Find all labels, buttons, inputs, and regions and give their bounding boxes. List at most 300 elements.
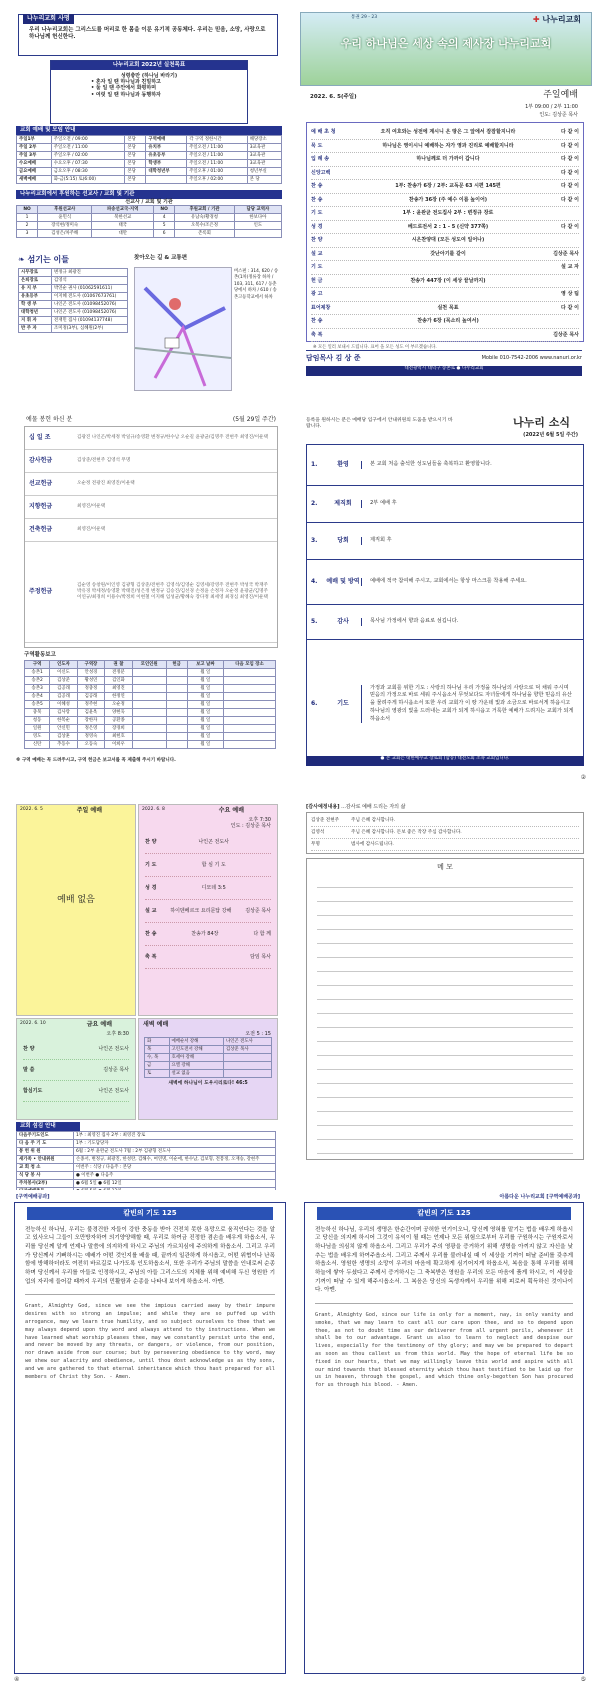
staff-role: 대학청년 xyxy=(19,309,52,317)
order-content: 찬송가 447장 (이 세상 끝날까지) xyxy=(410,277,486,284)
report-cell: 양현욱 xyxy=(105,709,132,717)
staff-name: 박연순 권사 (01062591611) xyxy=(52,285,128,293)
order-item xyxy=(311,221,579,235)
offering-row xyxy=(25,542,277,643)
prayer-english: Grant, Almighty God, since we see the impious carried away by their impure desires with so strong an impulse; and while they are so puffed up with arrogance, may we learn true humility, and so subject ourselves to thee that we may always depend upon thy word and always attend to thy instructions. When we have learned what worship pleases thee, may we constantly persist unto the end, and never be moved by any threats, or dangers, or violence, from our position, nor drawn aside from our course; but by persevering obedience to thy word, may we shew our alacrity and obedience, until thou dost acknowledge us as thy sons, and we are gathered to that eternal inheritance which thou hast prepared for all members of Christ thy Son. - Amen. xyxy=(25,1303,275,1380)
issue-number: 통권 29 - 23 xyxy=(351,15,378,20)
offering-row xyxy=(25,427,277,450)
banner xyxy=(300,12,592,86)
report-header: 헌금 xyxy=(166,661,187,669)
order-label: 설 교 xyxy=(311,250,323,257)
map-title: 찾아오는 길 & 교통편 xyxy=(134,255,188,261)
dawn-row xyxy=(145,1061,272,1069)
goal-title: 나누리교회 2022년 실천목표 xyxy=(51,61,247,70)
news-label: 예배 및 방역 xyxy=(326,578,360,586)
report-header: 구역장 xyxy=(77,661,104,669)
memo-line[interactable] xyxy=(317,1112,573,1126)
support-subtitle: 선교사 / 교회 및 기관 xyxy=(125,198,173,205)
order-box xyxy=(306,122,584,350)
order-by: 다 같 이 xyxy=(561,183,579,190)
news-text: 본 교회 처음 출석한 성도님들을 축복하고 환영합니다. xyxy=(361,461,583,469)
worship-cell: 주일오전 / 11:00 xyxy=(187,143,248,151)
offering-row xyxy=(25,473,277,496)
order-label: 기 도 xyxy=(311,264,323,271)
news-number: 6. xyxy=(311,700,318,708)
duty-value: 1부 : 기도담당자 xyxy=(74,1139,276,1147)
news-item xyxy=(307,486,583,523)
offering-date: (5월 29일 주간) xyxy=(232,416,276,423)
duty-value: ● 이번주 ● 다음주 xyxy=(74,1171,276,1179)
worship-cell: 주일오후 / 01:00 xyxy=(187,167,248,175)
duty-label: 주차봉사(2부) xyxy=(17,1179,74,1187)
wed-order-content: 찬송가 84장 xyxy=(191,930,219,937)
order-item xyxy=(311,248,579,262)
order-item xyxy=(311,302,579,316)
worship-cell: 화-금(5:15) 토(6:00) xyxy=(51,175,125,183)
order-content: 오직 여호와는 성전에 계시니 온 땅은 그 앞에서 잠잠할지니라 xyxy=(380,129,516,136)
news-box xyxy=(306,444,584,766)
dawn-cell: 김상준 목사 xyxy=(223,1045,271,1053)
memo-line[interactable] xyxy=(317,1098,573,1112)
offering-row xyxy=(25,450,277,473)
memo-line[interactable] xyxy=(317,972,573,986)
report-cell: 충북 xyxy=(25,709,50,717)
offering-names: 김순영 송창원/이인영 김광형 김상준/전현주 김영석/김영순 김영세/강영주 전현주 박성국 박재주 박유경 박세정/송영환 박태진/성은정 변정규 김승진/김선경 손정윤 손정자 오순정 윤광균/김명주 이연규/최경희 이용수/박정희 이현철 이지해 임성균/황혜숙 장다정 최세영 최경심 최영진/이운택 xyxy=(77,583,268,600)
memo-line[interactable] xyxy=(317,930,573,944)
wed-time: 오후 7:30 xyxy=(248,816,271,823)
report-cell xyxy=(132,741,166,749)
news-footer: ● 본 교회는 대한예수교 장로회 (합동) 대전노회 소속 교회입니다. xyxy=(306,756,584,766)
mission-cell: 4 xyxy=(154,214,175,222)
report-cell: 황성연 xyxy=(77,677,104,685)
report-header: 다음 모임 장소 xyxy=(224,661,276,669)
offering-type: 지향헌금 xyxy=(29,503,53,511)
duty-label: 새가족 • 안내위원 xyxy=(17,1155,74,1163)
staff-role: 반 주 자 xyxy=(19,325,52,333)
order-item xyxy=(311,180,579,194)
order-content: 1부: 찬송가 6장 / 2부: 교독문 63 시편 145편 xyxy=(395,183,501,190)
mission-header: 후원교회 / 기관 xyxy=(175,206,235,214)
goal-line: • 둘 일 땐 주안에서 화평하며 xyxy=(91,85,157,92)
worship-cell: 3교육관 xyxy=(247,151,281,159)
page-number: ② xyxy=(580,774,586,781)
worship-cell: 본 당 xyxy=(247,175,281,183)
fri-order-item xyxy=(23,1039,129,1060)
dawn-cell: 화 xyxy=(145,1037,170,1045)
memo-line[interactable] xyxy=(317,874,573,888)
register-note: 등록을 원하시는 분은 예배당 입구에서 안내위원의 도움을 받으시기 바랍니다. xyxy=(306,418,453,429)
dawn-cell: 수, 목 xyxy=(145,1053,170,1061)
memo-title: 메 모 xyxy=(437,863,453,871)
staff-row xyxy=(19,325,128,333)
mission-cell: 북한선교 xyxy=(92,214,154,222)
worship-cell xyxy=(146,175,187,183)
worship-cell: 3교육관 xyxy=(247,159,281,167)
memo-line[interactable] xyxy=(317,902,573,916)
staff-role: 유초등부 xyxy=(19,293,52,301)
memo-line[interactable] xyxy=(317,986,573,1000)
dawn-time: 오전 5 : 15 xyxy=(245,1030,271,1037)
order-by: 다 같 이 xyxy=(561,156,579,163)
order-label: 축 복 xyxy=(311,331,323,338)
duty-label: 봉 헌 위 원 xyxy=(17,1147,74,1155)
mission-cell: 윤민식 xyxy=(38,214,92,222)
report-cell xyxy=(166,725,187,733)
order-item xyxy=(311,288,579,302)
duty-value: 손종서, 변정규, 최광진, 한성란, 김해수, 여연명, 이순애, 한수남, 김보형, 전봉정, 오재승, 강현주 xyxy=(74,1155,276,1163)
dawn-cell: 금 xyxy=(145,1061,170,1069)
news-number: 4. xyxy=(311,578,318,586)
fri-order-label: 합심기도 xyxy=(23,1087,43,1094)
worship-row xyxy=(17,167,282,175)
order-content: 1부 : 윤완균 전도집사 2부 : 변정규 장로 xyxy=(402,210,494,217)
order-item xyxy=(311,275,579,289)
duty-value: ● 6월 5일 ● 6월 12일 xyxy=(74,1179,276,1187)
staff-role: 학 생 부 xyxy=(19,301,52,309)
sunday-panel xyxy=(16,804,136,1016)
mission-cell: 5 xyxy=(154,222,175,230)
duty-row xyxy=(17,1179,276,1187)
order-by: 다 같 이 xyxy=(561,142,579,149)
offering-row xyxy=(25,519,277,542)
worship-cell: 주일오전 / 11:00 xyxy=(187,151,248,159)
pastor-name: 담임목사 김 상 준 xyxy=(306,353,361,362)
staff-role: 지 휘 자 xyxy=(19,317,52,325)
report-cell: 이신도 xyxy=(50,669,77,677)
wed-order-label: 축 복 xyxy=(145,953,157,960)
news-number: 5. xyxy=(311,618,318,626)
dawn-table xyxy=(144,1037,272,1078)
report-cell xyxy=(224,685,276,693)
wed-order-label: 찬 양 xyxy=(145,838,157,845)
report-cell xyxy=(132,677,166,685)
order-by: 김상준 목사 xyxy=(553,331,579,338)
memo-line[interactable] xyxy=(317,958,573,972)
report-cell: 전정분 xyxy=(105,669,132,677)
staff-role: 유 지 부 xyxy=(19,285,52,293)
duty-row xyxy=(17,1147,276,1155)
report-cell: 김인화 xyxy=(105,677,132,685)
page-3-offering xyxy=(10,410,288,790)
dawn-row xyxy=(145,1053,272,1061)
memo-line[interactable] xyxy=(317,1140,573,1154)
service-leader: 인도: 김상준 목사 xyxy=(539,112,578,118)
page-7-prayer xyxy=(10,1190,290,1690)
wed-order-by: 담임 목사 xyxy=(250,953,271,960)
fri-title: 금요 예배 xyxy=(86,1021,112,1028)
news-label: 당회 xyxy=(337,537,349,545)
worship-title: 교회 예배 및 모임 안내 xyxy=(16,126,282,135)
study-label: [구역예배공과] xyxy=(16,1194,50,1200)
goal-line: • 혼자 일 땐 하나님과 친밀하고 xyxy=(91,79,161,86)
wed-order-label: 찬 송 xyxy=(145,930,157,937)
report-row xyxy=(25,741,276,749)
memo-line[interactable] xyxy=(317,1070,573,1084)
sunday-title: 주일 예배 xyxy=(76,807,102,814)
order-by: 영 상 팀 xyxy=(561,291,579,298)
report-cell: 정충정 xyxy=(77,685,104,693)
report-cell: 청동 xyxy=(25,717,50,725)
report-row xyxy=(25,717,276,725)
memo-line[interactable] xyxy=(317,1084,573,1098)
dawn-cell: 고린도전서 강해 xyxy=(169,1045,223,1053)
worship-cell: 구역예배 xyxy=(146,135,187,143)
worship-row xyxy=(17,159,282,167)
memo-line[interactable] xyxy=(317,888,573,902)
worship-cell: 주일 3부 xyxy=(17,151,52,159)
friday-panel xyxy=(16,1018,136,1120)
worship-cell: 해당장소 xyxy=(247,135,281,143)
report-cell: 김사랑 xyxy=(50,709,77,717)
news-label: 기도 xyxy=(337,700,349,708)
order-item xyxy=(311,153,579,167)
report-cell: 오동숙 xyxy=(77,741,104,749)
report-cell: 장경희 xyxy=(105,725,132,733)
thanks-title: [감사예정내용] xyxy=(306,804,340,810)
wed-order-item xyxy=(145,923,271,946)
worship-cell: 주일 2부 xyxy=(17,143,52,151)
memo-line[interactable] xyxy=(317,1042,573,1056)
report-cell: 추동수 xyxy=(50,741,77,749)
fri-order-by: 김상준 목사 xyxy=(103,1066,129,1073)
mission-cell: 장석현/정미숙 xyxy=(38,222,92,230)
order-by: 다 같 이 xyxy=(561,129,579,136)
wed-order-content: 디모데 3:5 xyxy=(201,884,226,891)
news-item xyxy=(307,640,583,768)
page-6-thanks xyxy=(300,800,590,1180)
duty-title: 교회 섬김 안내 xyxy=(16,1122,80,1131)
dawn-row xyxy=(145,1037,272,1045)
no-service: 예배 없음 xyxy=(57,895,95,905)
report-row xyxy=(25,669,276,677)
order-label: 찬 송 xyxy=(311,318,323,325)
order-item xyxy=(311,315,579,329)
offering-box xyxy=(24,426,278,648)
support-title: 나누리교회에서 후원하는 선교사 / 교회 및 기관 xyxy=(16,190,282,199)
wed-title: 수요 예배 xyxy=(218,807,244,814)
wed-order-item xyxy=(145,900,271,923)
fri-order-item xyxy=(23,1060,129,1081)
report-cell: 김공래 xyxy=(77,693,104,701)
news-item xyxy=(307,560,583,605)
report-cell: 이희우 xyxy=(105,741,132,749)
report-cell xyxy=(132,669,166,677)
staff-name: 나인곤 전도사 (01098452076) xyxy=(52,301,128,309)
order-label: 찬 송 xyxy=(311,196,323,203)
worship-row xyxy=(17,135,282,143)
order-content: 찬송가 6장 (목소리 높여서) xyxy=(417,318,479,325)
order-by: 설 교 자 xyxy=(561,264,579,271)
duty-label: 교 회 청 소 xyxy=(17,1163,74,1171)
report-row xyxy=(25,685,276,693)
worship-cell: 주일오전 / 11:00 xyxy=(187,159,248,167)
page-number: ⑤ xyxy=(580,1676,586,1683)
order-label: 헌 금 xyxy=(311,277,323,284)
mission-cell: 한보다아 xyxy=(234,214,281,222)
offering-type: 건축헌금 xyxy=(29,526,53,534)
memo-line[interactable] xyxy=(317,1014,573,1028)
order-content: 실천 목표 xyxy=(437,304,459,311)
memo-line[interactable] xyxy=(317,1028,573,1042)
offering-names: 최영진/이운택 xyxy=(77,527,106,533)
memo-line[interactable] xyxy=(317,1000,573,1014)
order-content: 베드로전서 2 : 1 - 5 (신약 377쪽) xyxy=(407,223,489,230)
map-illustration xyxy=(135,268,231,390)
footer-bar xyxy=(306,350,582,365)
worship-cell: 주일오후 / 02:00 xyxy=(187,175,248,183)
report-cell: 월 일 xyxy=(187,733,223,741)
report-row xyxy=(25,677,276,685)
report-cell: 월 일 xyxy=(187,701,223,709)
thanks-subtitle: ...감사로 예배 드리는 자의 삶 xyxy=(341,804,406,810)
report-cell: 김상훈 xyxy=(50,733,77,741)
news-text: 목사님 가정에서 향과 음료로 섬깁니다. xyxy=(361,618,583,626)
report-cell xyxy=(166,717,187,725)
report-cell: 월 일 xyxy=(187,709,223,717)
mission-row xyxy=(17,230,282,238)
report-cell: 최영진 xyxy=(105,685,132,693)
wed-order-by: 김상준 목사 xyxy=(245,907,271,914)
offering-names: 오순정 전광진 최영진/이운택 xyxy=(77,481,135,487)
order-by: 다 같 이 xyxy=(561,169,579,176)
mission-row xyxy=(17,214,282,222)
worship-cell: 본당 xyxy=(125,143,146,151)
report-cell: 월 일 xyxy=(187,685,223,693)
report-cell: 일원 xyxy=(25,725,50,733)
thanks-name: 김상준 전현주 xyxy=(311,817,340,823)
duty-label: 식 당 봉 사 xyxy=(17,1171,74,1179)
order-item xyxy=(311,126,579,140)
report-header: 보고 날짜 xyxy=(187,661,223,669)
memo-box xyxy=(306,858,584,1160)
worship-cell: 수요예배 xyxy=(17,159,52,167)
dawn-cell: 예배순서 강해 xyxy=(169,1037,223,1045)
report-cell: 오순정 xyxy=(105,701,132,709)
contact-info: Mobile 010-7542-2006 www.nanuri.or.kr xyxy=(481,354,582,361)
report-cell xyxy=(132,701,166,709)
wed-order-label: 설 교 xyxy=(145,907,157,914)
news-text: 가정과 교회를 위한 기도 : 사랑의 하나님 우리 가정을 하나님의 사랑으로 덕 채워 주시며 믿음의 가정으로 바로 세워 주시옵소서 무엇보다도 자녀들에게 하나님을 향한 믿음의 유산을 물려주게 하시옵소서 또한 우리 교회가 이 땅 가운데 빛과 소금으로 바로서게 하옵시고 하나님의 영광의 빛을 드러내는 교회가 되게 하시옵고 거룩한 예배가 드려지는 교회가 되게 하옵소서 xyxy=(361,685,583,724)
report-cell: 한정연 xyxy=(105,693,132,701)
duty-value: 6월 : 2부 윤완균 전도사 7월 : 2부 김광형 전도사 xyxy=(74,1147,276,1155)
report-cell xyxy=(166,733,187,741)
news-number: 3. xyxy=(311,537,318,545)
service-date: 2022. 6. 5(주일) xyxy=(310,94,357,100)
study-label: 아름다운 나누리교회 [구역예배공과] xyxy=(499,1194,580,1200)
worship-cell: 주일1부 xyxy=(17,135,52,143)
address-bar: 대전광역시 대덕구 송촌로 ● 나누리교회 xyxy=(306,366,582,376)
page-8-prayer xyxy=(300,1190,590,1690)
memo-line[interactable] xyxy=(317,1056,573,1070)
mission-cell: 태국 xyxy=(92,222,154,230)
worship-cell: 본당 xyxy=(125,175,146,183)
duty-label: 다음주기도인도 xyxy=(17,1131,74,1139)
memo-line[interactable] xyxy=(317,916,573,930)
duty-row xyxy=(17,1163,276,1171)
order-item xyxy=(311,234,579,248)
worship-cell: 학생부 xyxy=(146,159,187,167)
mission-cell: 3 xyxy=(17,230,38,238)
duty-row xyxy=(17,1131,276,1139)
dawn-cell xyxy=(223,1061,271,1069)
worship-cell: 금요오후 / 08:30 xyxy=(51,167,125,175)
prayer-title: 칼빈의 기도 125 xyxy=(317,1207,571,1220)
order-content: 시온찬양대 (모든 성도여 일어나) xyxy=(411,237,485,244)
worship-cell: 3교육관 xyxy=(247,143,281,151)
worship-row xyxy=(17,143,282,151)
staff-row xyxy=(19,317,128,325)
order-by: 다 같 이 xyxy=(561,196,579,203)
thanks-row xyxy=(311,815,579,827)
memo-line[interactable] xyxy=(317,1126,573,1140)
staff-name: 나인곤 전도사 (01098452076) xyxy=(52,309,128,317)
report-cell xyxy=(224,733,276,741)
mission-cell: 1 xyxy=(17,214,38,222)
mission-cell: 유남숙/황경청 xyxy=(175,214,235,222)
report-cell: 월 일 xyxy=(187,717,223,725)
report-cell xyxy=(224,725,276,733)
worship-cell: 본당 xyxy=(125,135,146,143)
report-note: ※ 구역 예배는 꼭 드려주시고, 구역 헌금은 보고서를 꼭 제출해 주시기 바랍니다. xyxy=(16,758,176,763)
staff-name: 김영석 xyxy=(52,277,128,285)
banner-text: 우리 하나님은 세상 속의 제사장 나누리교회 xyxy=(340,37,552,50)
order-label: 광 고 xyxy=(311,291,323,298)
worship-cell: 주일오전 / 11:00 xyxy=(51,143,125,151)
order-label: 입 례 송 xyxy=(311,156,329,163)
fri-order-by: 나인곤 전도사 xyxy=(98,1087,129,1094)
support-table xyxy=(16,205,282,238)
report-header: 권 찰 xyxy=(105,661,132,669)
wed-order-content: 하이덴베르크 요리문답 강해 xyxy=(170,907,232,914)
report-cell xyxy=(224,741,276,749)
order-item xyxy=(311,194,579,208)
staff-row xyxy=(19,301,128,309)
report-cell: 김윤옥 xyxy=(77,709,104,717)
page-number: ④ xyxy=(14,1676,20,1683)
mission-header: 담당 교역자 xyxy=(234,206,281,214)
worship-cell: 금요예배 xyxy=(17,167,52,175)
order-by: 다 같 이 xyxy=(561,223,579,230)
report-cell: 영도 xyxy=(25,733,50,741)
report-cell: 송촌2 xyxy=(25,677,50,685)
report-cell xyxy=(224,701,276,709)
news-label: 환영 xyxy=(337,461,349,469)
service-title: 주일예배 xyxy=(543,90,578,100)
report-cell xyxy=(224,677,276,685)
wed-order-item xyxy=(145,877,271,900)
news-item xyxy=(307,605,583,640)
service-times: 1부 09:00 / 2부 11:00 xyxy=(525,104,578,110)
worship-cell: 수요오후 / 07:30 xyxy=(51,159,125,167)
report-cell xyxy=(132,733,166,741)
news-item xyxy=(307,445,583,486)
mission-header: NO xyxy=(17,206,38,214)
order-item xyxy=(311,261,579,275)
mission-cell: 2 xyxy=(17,222,38,230)
fri-order-label: 찬 양 xyxy=(23,1045,35,1052)
report-cell xyxy=(166,685,187,693)
report-cell: 김공래 xyxy=(50,685,77,693)
duty-row xyxy=(17,1139,276,1147)
report-header: 구역 xyxy=(25,661,50,669)
wed-order-item xyxy=(145,831,271,854)
report-cell xyxy=(132,693,166,701)
report-row xyxy=(25,725,276,733)
staff-table xyxy=(18,268,128,333)
memo-line[interactable] xyxy=(317,944,573,958)
report-row xyxy=(25,709,276,717)
thanks-row xyxy=(311,839,579,851)
